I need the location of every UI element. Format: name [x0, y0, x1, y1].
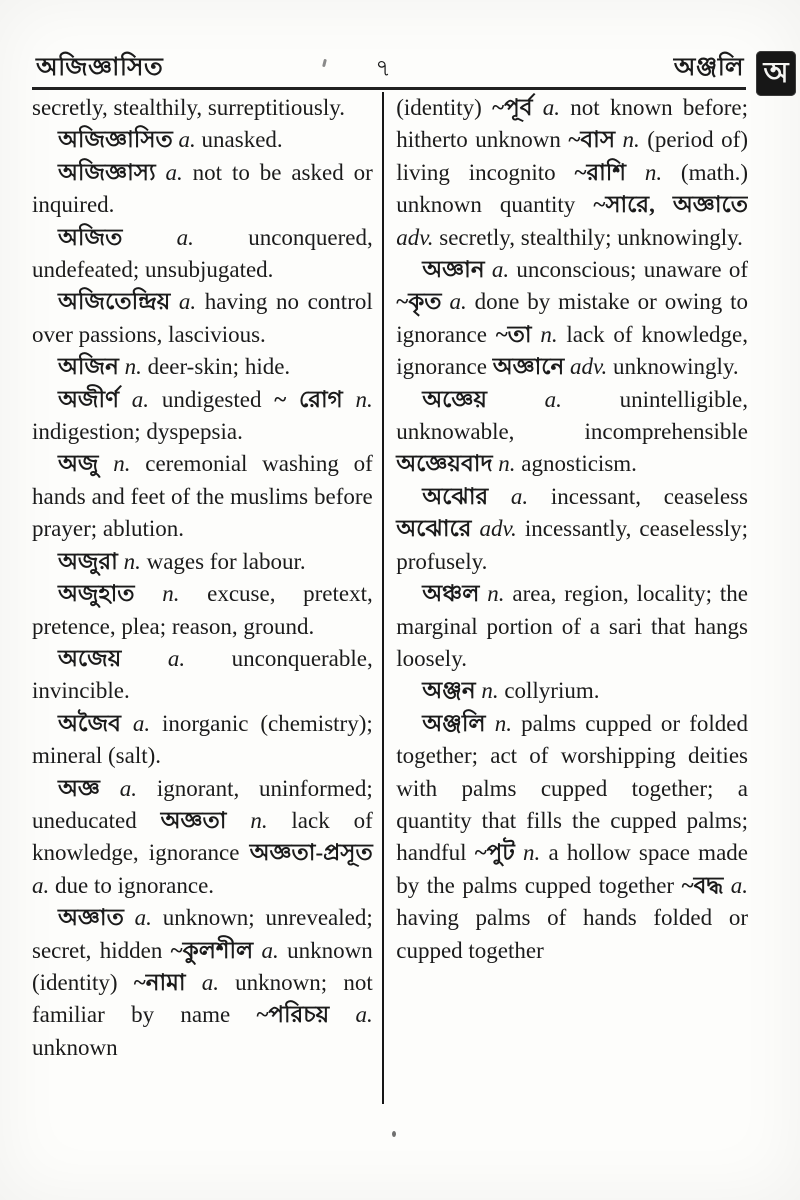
entry-run-bn: অজৈব — [58, 710, 133, 736]
entry-run-en: wages for labour. — [140, 548, 306, 574]
entry-run-en: lack of knowledge, ignorance — [32, 807, 373, 866]
dictionary-entry — [396, 92, 748, 254]
entry-run-en: secretly, stealthily, surreptitiously. — [32, 95, 345, 120]
dictionary-entry — [32, 222, 373, 287]
entry-run-en: incessant, ceaseless — [528, 483, 748, 509]
scan-artifact-tick — [322, 59, 327, 67]
entry-run-bn: ~পূর্ব — [492, 95, 543, 120]
section-tab — [756, 51, 796, 96]
entry-run-en: agnosticism. — [515, 451, 637, 477]
dictionary-entry — [396, 481, 748, 578]
entry-run-bn: অজ্ঞ — [58, 775, 120, 801]
entry-run-bn: অজু — [58, 451, 114, 477]
entry-run-en: ceremonial washing of hands and feet of the muslims before prayer; ablution. — [32, 451, 373, 542]
entry-run-en: area, region, locality; the marginal portion of a sari that hangs loosely. — [396, 581, 748, 671]
dictionary-entry — [396, 675, 748, 707]
entry-run-en: incessantly, ceaselessly; profusely. — [396, 516, 748, 574]
entry-run-pos: a. — [119, 775, 137, 801]
entry-run-pos: a. — [201, 969, 219, 995]
entry-run-bn: অজ্ঞতা — [160, 807, 251, 833]
entry-run-en: unknown; not familiar by name — [32, 969, 373, 1028]
header-rule — [32, 87, 746, 90]
entry-run-en: unknowingly. — [607, 354, 739, 380]
entry-run-en: undigested — [149, 386, 275, 412]
entry-run-pos: a. — [261, 937, 279, 963]
entry-run-bn: অজ্ঞান — [422, 257, 492, 283]
entry-run-bn: অজ্ঞাত — [58, 905, 135, 931]
entry-run-bn: অঞ্চল — [422, 581, 488, 607]
entry-run-bn: ~সারে, অজ্ঞাতে — [593, 192, 748, 218]
entry-run-bn: অজিজ্ঞাসিত — [58, 127, 179, 153]
entry-run-pos: n. — [523, 840, 541, 866]
entry-run-en: not to be asked or inquired. — [32, 159, 373, 218]
dictionary-entry — [32, 643, 373, 708]
entry-run-bn: অজিতেন্দ্রিয় — [58, 289, 179, 315]
entry-run-pos: n. — [540, 321, 558, 347]
page-content — [32, 92, 748, 1104]
guide-word-left: অজিজ্ঞাসিত — [36, 54, 164, 81]
dictionary-entry — [32, 124, 373, 156]
entry-run-pos: n. — [498, 451, 516, 477]
entry-run-pos: adv. — [479, 516, 517, 542]
guide-word-right: অঞ্জলি — [673, 54, 744, 81]
entry-run-pos: n. — [487, 581, 505, 607]
entry-run-bn: অজ্ঞেয়বাদ — [396, 451, 499, 477]
entry-run-bn: ~তা — [495, 321, 541, 347]
right-column — [384, 92, 748, 1104]
dictionary-entry — [32, 902, 373, 1064]
entry-run-en: due to ignorance. — [49, 872, 215, 898]
entry-run-en: having no control over passions, lascivious. — [32, 289, 373, 347]
dictionary-entry — [32, 92, 373, 124]
entry-run-en: unconquerable, invincible. — [32, 645, 373, 704]
entry-run-en: (period of) living incognito — [396, 127, 748, 185]
entry-run-pos: a. — [132, 710, 151, 736]
dictionary-entry — [32, 157, 373, 222]
entry-run-bn: ~কৃত — [396, 289, 450, 315]
entry-run-en: palms cupped or folded together; act of worshipping deities with palms cupped together; a quantity that fills the cupped palms; handful — [396, 710, 748, 866]
entry-run-en: unconquered, undefeated; unsubjugated. — [32, 224, 373, 283]
entry-run-bn: অজেয় — [58, 645, 168, 671]
entry-run-en: done by mistake or owing to ignorance — [396, 289, 748, 347]
dictionary-entry — [32, 546, 373, 578]
entry-run-pos: a. — [176, 224, 194, 250]
entry-run-pos: a. — [542, 95, 561, 120]
entry-run-bn: অজিন — [58, 354, 125, 380]
entry-run-pos: a. — [178, 127, 196, 153]
entry-run-bn: ~কুলশীল — [170, 937, 262, 963]
entry-run-bn: অঞ্জলি — [422, 710, 495, 736]
entry-run-pos: a. — [544, 386, 562, 412]
entry-run-pos: adv. — [570, 354, 608, 380]
entry-run-pos: a. — [355, 1002, 373, 1028]
entry-run-bn: ~বাস — [568, 127, 623, 153]
entry-run-bn: ~নামা — [133, 969, 202, 995]
section-tab-letter: অ — [763, 57, 789, 89]
entry-run-pos: a. — [730, 872, 748, 898]
entry-run-en: a hollow space made by the palms cupped together — [396, 840, 748, 898]
entry-run-pos: n. — [250, 807, 268, 833]
entry-run-en: unconscious; unaware of — [509, 257, 748, 283]
entry-run-pos: n. — [123, 548, 141, 574]
dictionary-entry — [396, 384, 748, 481]
entry-run-bn: অজুহাত — [58, 581, 163, 607]
entry-run-en: ignorant, uninformed; uneducated — [32, 775, 373, 833]
dictionary-entry — [32, 708, 373, 773]
entry-run-pos: n. — [355, 386, 373, 412]
entry-run-bn: ~পুট — [474, 840, 523, 866]
entry-run-en: having palms of hands folded or cupped together — [396, 905, 748, 963]
entry-run-en: indigestion; dyspepsia. — [32, 419, 243, 445]
dictionary-entry — [32, 384, 373, 449]
dictionary-entry — [32, 448, 373, 545]
entry-run-pos: a. — [134, 905, 152, 931]
entry-run-en: unknown; unrevealed; secret, hidden — [32, 905, 373, 963]
entry-run-bn: অজিজ্ঞাস্য — [58, 159, 166, 185]
scan-artifact-dot — [392, 1131, 396, 1137]
entry-run-pos: a. — [449, 289, 467, 315]
entry-run-en: (math.) unknown quantity — [396, 159, 748, 218]
entry-run-pos: n. — [162, 581, 180, 607]
entry-run-en: collyrium. — [498, 678, 600, 704]
entry-run-en: unasked. — [195, 127, 283, 153]
entry-run-bn: ~রাশি — [574, 159, 645, 185]
entry-run-en: secretly, stealthily; unknowingly. — [433, 224, 743, 250]
entry-run-en: deer-skin; hide. — [141, 354, 291, 380]
entry-run-en: inorganic (chemistry); mineral (salt). — [32, 710, 373, 769]
entry-run-pos: a. — [131, 386, 150, 412]
entry-run-en: lack of knowledge, ignorance — [396, 321, 748, 380]
entry-run-pos: a. — [165, 159, 183, 185]
entry-run-pos: a. — [167, 645, 186, 671]
dictionary-entry — [32, 286, 373, 351]
entry-run-bn: অজিত — [58, 224, 177, 250]
entry-run-pos: n. — [622, 127, 640, 153]
entry-run-en: not known before; hitherto unknown — [396, 95, 748, 153]
entry-run-en: excuse, pretext, pretence, plea; reason, ground. — [32, 581, 373, 639]
page-number: ৭ — [375, 56, 391, 82]
entry-run-bn: অঝোর — [422, 483, 511, 509]
entry-run-bn: ~ রোগ — [274, 386, 356, 412]
entry-run-pos: a. — [32, 872, 50, 898]
entry-run-bn: অজ্ঞতা-প্রসূত — [249, 840, 373, 866]
entry-run-pos: adv. — [396, 224, 434, 250]
entry-run-bn: অঝোরে — [396, 516, 480, 542]
entry-run-pos: n. — [481, 678, 499, 704]
entry-run-pos: n. — [124, 354, 142, 380]
entry-run-bn: অঞ্জন — [422, 678, 482, 704]
entry-run-en: unknown (identity) — [32, 937, 373, 995]
entry-run-en: (identity) — [396, 95, 493, 120]
entry-run-bn: অজুরা — [58, 548, 124, 574]
dictionary-entry — [32, 578, 373, 643]
left-column — [32, 92, 382, 1104]
dictionary-entry — [32, 351, 373, 383]
entry-run-pos: a. — [510, 483, 529, 509]
entry-run-bn: অজীর্ণ — [58, 386, 132, 412]
entry-run-bn: ~পরিচয় — [256, 1002, 356, 1028]
dictionary-entry — [396, 254, 748, 384]
entry-run-en: unintelligible, unknowable, incomprehensible — [396, 386, 748, 445]
dictionary-entry — [396, 708, 748, 967]
entry-run-en: unknown — [32, 1034, 118, 1060]
entry-run-bn: ~বদ্ধ — [681, 872, 731, 898]
entry-run-pos: a. — [491, 257, 510, 283]
entry-run-pos: n. — [494, 710, 512, 736]
entry-run-pos: a. — [178, 289, 197, 315]
entry-run-pos: n. — [113, 451, 131, 477]
entry-run-bn: অজ্ঞেয় — [422, 386, 545, 412]
dictionary-entry — [32, 773, 373, 903]
entry-run-bn: অজ্ঞানে — [492, 354, 571, 380]
dictionary-entry — [396, 578, 748, 675]
entry-run-pos: n. — [644, 159, 663, 185]
